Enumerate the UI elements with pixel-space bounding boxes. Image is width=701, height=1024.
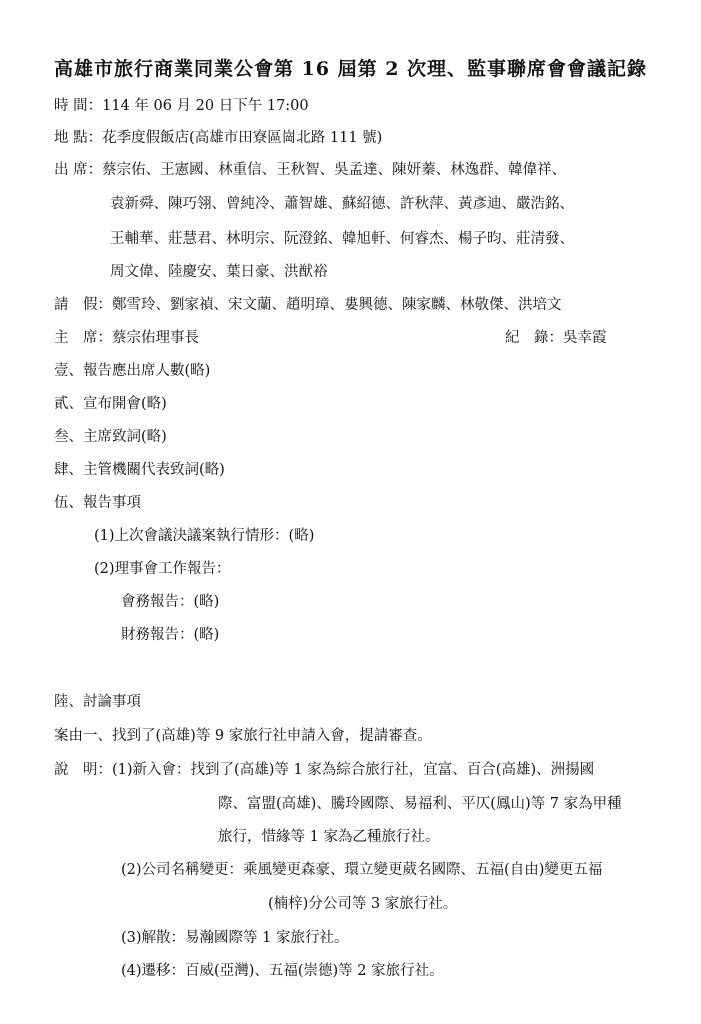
- meeting-place: 地 點：花季度假飯店(高雄市田寮區崗北路 111 號): [54, 130, 383, 146]
- section-heading: 伍、報告事項: [54, 495, 141, 511]
- recorder-line: 紀 錄：吳幸霞: [505, 330, 607, 346]
- attendees-line: 袁新舜、陳巧翎、曾純冷、蕭智雄、蘇紹德、許秋萍、黃彥迪、嚴浩銘、: [110, 196, 574, 212]
- explanation-line: (2)公司名稱變更：乘風變更森豪、環立變更葳名國際、五福(自由)變更五福: [121, 862, 603, 878]
- explanation-line: (4)遷移：百威(亞灣)、五福(崇德)等 2 家旅行社。: [121, 963, 444, 979]
- document-title: 高雄市旅行商業同業公會第 16 屆第 2 次理、監事聯席會會議記錄: [53, 58, 648, 80]
- section-heading: 肆、主管機關代表致詞(略): [54, 462, 225, 478]
- report-subitem: 財務報告：(略): [121, 627, 220, 643]
- explanation-line: 說 明：(1)新入會：找到了(高雄)等 1 家為綜合旅行社，宜富、百合(高雄)、洲揚國: [54, 762, 595, 778]
- absent-line: 請 假：鄭雪玲、劉家禎、宋文蘭、趙明璋、婁興德、陳家麟、林敬傑、洪培文: [54, 297, 562, 313]
- section-heading: 貳、宣布開會(略): [54, 396, 167, 412]
- section-heading: 壹、報告應出席人數(略): [54, 363, 211, 379]
- section-heading: 叁、主席致詞(略): [54, 429, 167, 445]
- report-item: (1)上次會議決議案執行情形：(略): [94, 528, 315, 544]
- discussion-heading: 陸、討論事項: [54, 694, 141, 710]
- report-item: (2)理事會工作報告：: [94, 561, 231, 577]
- explanation-line: 旅行，惜緣等 1 家為乙種旅行社。: [218, 829, 440, 845]
- explanation-line: (3)解散：易瀚國際等 1 家旅行社。: [121, 930, 349, 946]
- explanation-line: (楠梓)分公司等 3 家旅行社。: [268, 896, 458, 912]
- attendees-line: 周文偉、陸慶安、葉日豪、洪猷裕: [110, 264, 328, 280]
- case-one: 案由一、找到了(高雄)等 9 家旅行社申請入會，提請審查。: [54, 728, 432, 744]
- explanation-line: 際、富盟(高雄)、騰玲國際、易福利、平仄(鳳山)等 7 家為甲種: [218, 796, 622, 812]
- attendees-line: 出 席：蔡宗佑、王憲國、林重信、王秋智、吳孟達、陳妍蓁、林逸群、韓偉祥、: [54, 162, 567, 178]
- report-subitem: 會務報告：(略): [121, 594, 220, 610]
- meeting-time: 時 間：114 年 06 月 20 日下午 17:00: [54, 98, 309, 114]
- attendees-line: 王輔華、莊慧君、林明宗、阮澄銘、韓旭軒、何睿杰、楊子昀、莊清發、: [110, 231, 574, 247]
- chair-line: 主 席：蔡宗佑理事長: [54, 330, 199, 346]
